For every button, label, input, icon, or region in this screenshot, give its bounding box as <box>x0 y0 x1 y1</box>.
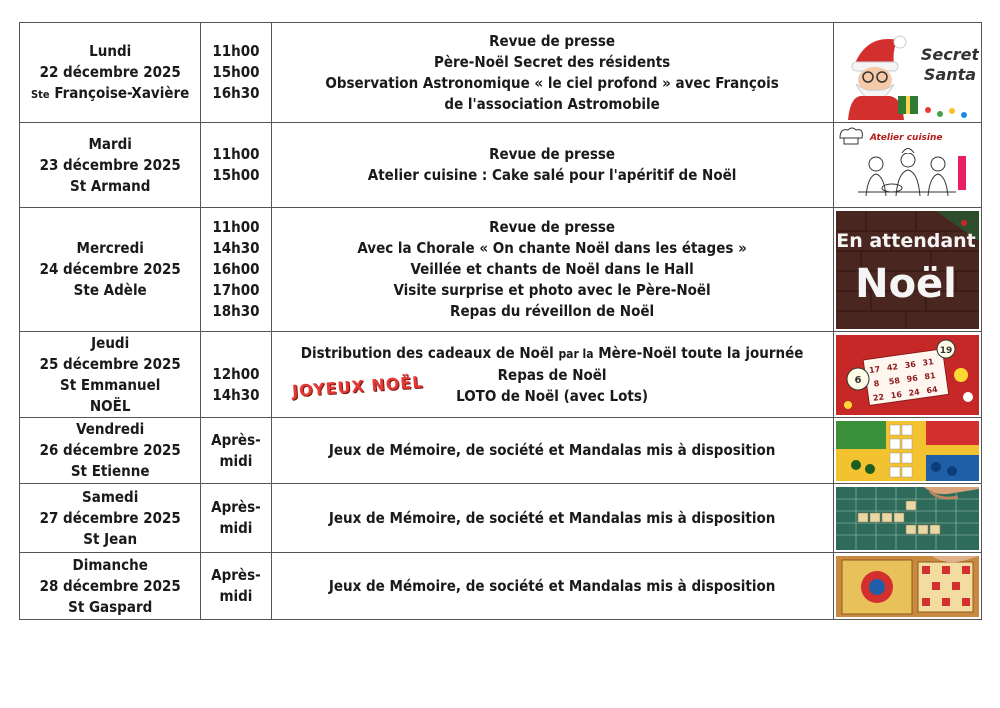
time-slot: 11h00 <box>212 145 260 163</box>
day-cell <box>20 553 201 620</box>
day-name: Jeudi <box>91 333 130 352</box>
saint-name <box>20 83 200 105</box>
saint-name: St Emmanuel <box>60 375 161 394</box>
saint-name: St Etienne <box>70 462 150 480</box>
activity: Jeux de Mémoire, de société et Mandalas mis à disposition <box>328 441 776 459</box>
en-attendant-noel-image <box>836 211 979 329</box>
activity: LOTO de Noël (avec Lots) <box>456 386 649 405</box>
image-cell <box>833 208 981 332</box>
svg-text:16: 16 <box>890 389 903 400</box>
activity-part: Mère-Noël toute la journée <box>598 343 804 362</box>
holiday-label: NOËL <box>89 396 131 415</box>
time-slot: 15h00 <box>212 63 260 81</box>
svg-text:81: 81 <box>923 370 937 381</box>
image-cell <box>833 418 981 484</box>
day-name: Samedi <box>82 487 139 506</box>
activity: Repas du réveillon de Noël <box>450 302 655 320</box>
activity: Jeux de Mémoire, de société et Mandalas mis à disposition <box>328 576 776 595</box>
time-slot: 14h30 <box>212 386 260 404</box>
day-row-dimanche <box>20 553 982 620</box>
image-cell <box>833 123 981 208</box>
time-slot: 12h00 <box>212 365 260 383</box>
time-cell <box>201 553 271 620</box>
image-cell <box>833 553 981 620</box>
day-name: Mercredi <box>76 239 144 257</box>
activity-cell <box>271 553 833 620</box>
time-slot: midi <box>219 519 253 537</box>
secret-santa-text: Santa <box>923 64 976 84</box>
activity: Atelier cuisine : Cake salé pour l'apéritif de Noël <box>367 166 737 184</box>
time-slot: 18h30 <box>212 302 260 320</box>
noel-text: Noël <box>854 260 957 307</box>
time-slot: 11h00 <box>212 42 260 60</box>
activity-part-small: par la <box>558 346 594 361</box>
activity: Revue de presse <box>489 31 616 50</box>
day-name: Lundi <box>89 41 132 60</box>
atelier-cuisine-text: Atelier cuisine <box>869 132 943 143</box>
day-cell <box>20 208 201 332</box>
activity: Visite surprise et photo avec le Père-Noël <box>393 281 711 299</box>
svg-text:22: 22 <box>872 391 885 403</box>
svg-text:17: 17 <box>868 364 881 375</box>
time-slot: 11h00 <box>212 218 260 236</box>
time-cell <box>201 418 271 484</box>
day-date: 24 décembre 2025 <box>39 260 181 278</box>
day-cell <box>20 418 201 484</box>
day-date: 25 décembre 2025 <box>39 354 181 373</box>
day-date: 23 décembre 2025 <box>39 155 181 174</box>
activity-cell <box>271 208 833 332</box>
activity-cell <box>271 332 833 418</box>
en-attendant-text: En attendant <box>836 229 976 252</box>
time-cell <box>201 123 271 208</box>
secret-santa-text: Secret <box>920 44 979 64</box>
day-name: Mardi <box>88 134 132 153</box>
time-slot: Après- <box>211 566 261 584</box>
schedule-table <box>19 22 982 620</box>
activity: Observation Astronomique « le ciel profond » avec François <box>325 73 779 92</box>
day-row-mercredi <box>20 208 982 332</box>
time-slot: 15h00 <box>212 166 260 184</box>
time-cell <box>201 332 271 418</box>
svg-text:42: 42 <box>886 361 899 373</box>
svg-text:8: 8 <box>873 378 880 389</box>
day-name: Vendredi <box>76 420 145 438</box>
svg-text:19: 19 <box>939 345 953 356</box>
svg-text:58: 58 <box>888 375 901 387</box>
activity: Revue de presse <box>489 218 616 236</box>
saint-name: St Jean <box>83 529 138 548</box>
activity-cell <box>271 23 833 123</box>
svg-text:64: 64 <box>925 384 938 395</box>
scrabble-image <box>836 487 979 550</box>
time-cell <box>201 23 271 123</box>
saint-name: St Gaspard <box>68 597 153 616</box>
time-slot: 16h30 <box>212 84 260 102</box>
time-slot: 14h30 <box>212 239 260 257</box>
activity: Jeux de Mémoire, de société et Mandalas mis à disposition <box>328 508 776 527</box>
saint-name: Ste Adèle <box>73 281 147 299</box>
image-cell <box>833 332 981 418</box>
day-row-mardi <box>20 123 982 208</box>
activity: Père-Noël Secret des résidents <box>433 52 671 71</box>
day-cell <box>20 123 201 208</box>
day-row-jeudi <box>20 332 982 418</box>
secret-santa-image <box>836 26 979 120</box>
svg-text:36: 36 <box>903 359 917 370</box>
activity: Revue de presse <box>489 145 616 163</box>
time-cell <box>201 208 271 332</box>
day-row-lundi <box>20 23 982 123</box>
day-date: 27 décembre 2025 <box>39 508 181 527</box>
day-cell <box>20 484 201 553</box>
joyeux-noel-sticker: JOYEUX NOËL <box>291 372 424 401</box>
activity-part: Distribution des cadeaux de Noël <box>300 343 554 362</box>
day-cell <box>20 23 201 123</box>
game-box-image <box>836 556 979 617</box>
day-cell <box>20 332 201 418</box>
time-slot: midi <box>219 587 253 605</box>
time-slot: midi <box>219 451 253 470</box>
day-row-samedi <box>20 484 982 553</box>
saint-prefix: Ste <box>31 87 50 101</box>
svg-text:31: 31 <box>921 356 935 368</box>
image-cell <box>833 23 981 123</box>
day-date: 28 décembre 2025 <box>39 576 181 595</box>
time-slot: Après- <box>211 498 261 516</box>
saint-label: Françoise-Xavière <box>54 83 190 102</box>
time-slot: 16h00 <box>212 260 260 278</box>
activity: Repas de Noël <box>497 365 607 384</box>
activity: de l'association Astromobile <box>444 94 660 113</box>
day-name: Dimanche <box>72 555 148 574</box>
board-game-image <box>836 421 979 481</box>
time-slot: 17h00 <box>212 281 260 299</box>
image-cell <box>833 484 981 553</box>
svg-text:96: 96 <box>905 373 919 384</box>
day-row-vendredi <box>20 418 982 484</box>
saint-name: St Armand <box>69 176 151 195</box>
activity-cell <box>271 418 833 484</box>
svg-text:6: 6 <box>854 374 862 386</box>
loto-image <box>836 335 979 415</box>
svg-text:24: 24 <box>907 386 921 398</box>
activity-cell <box>271 484 833 553</box>
activity: Veillée et chants de Noël dans le Hall <box>410 260 694 278</box>
activity: Avec la Chorale « On chante Noël dans les étages » <box>357 239 747 257</box>
atelier-cuisine-image <box>836 126 979 205</box>
activity <box>272 343 833 365</box>
day-date: 22 décembre 2025 <box>39 62 181 81</box>
time-slot: Après- <box>211 430 261 449</box>
activity-cell <box>271 123 833 208</box>
time-cell <box>201 484 271 553</box>
day-date: 26 décembre 2025 <box>39 441 181 459</box>
